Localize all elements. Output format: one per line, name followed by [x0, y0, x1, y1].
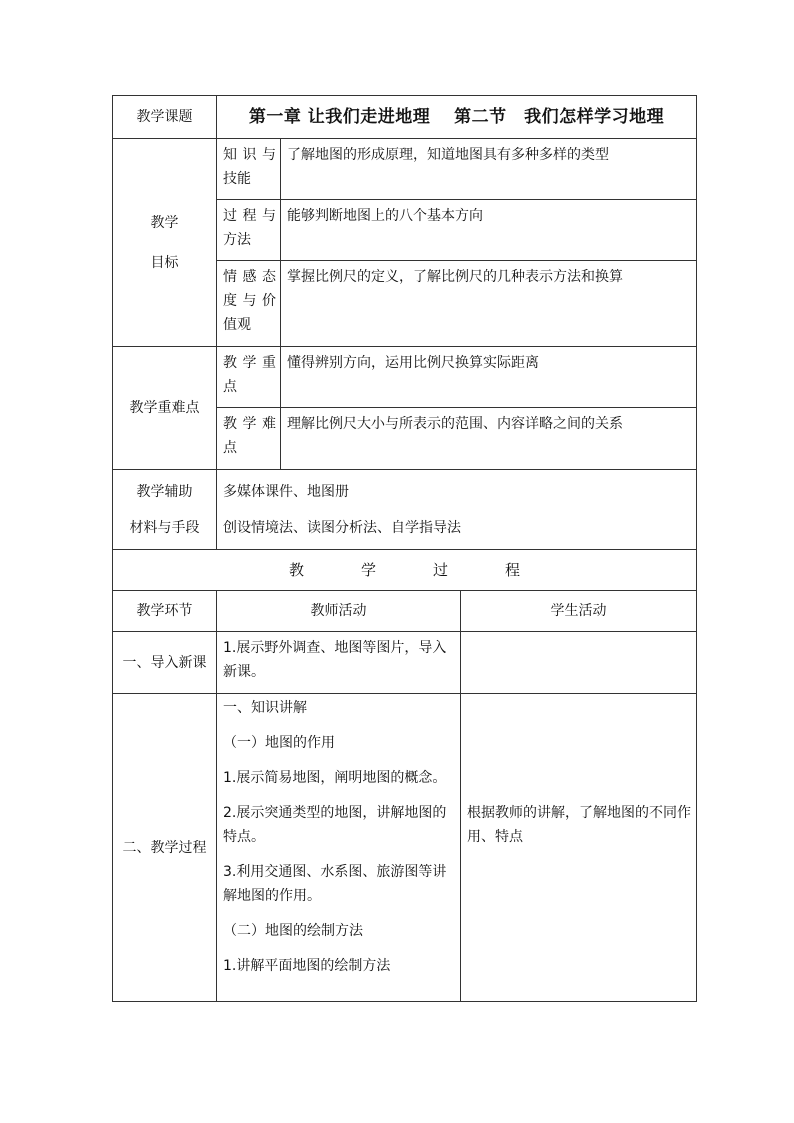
objective-key-line: 知识与 [223, 147, 276, 163]
process-row-intro [113, 632, 697, 694]
objective-key-line: 度与价 [223, 293, 276, 309]
process-row-main [113, 694, 697, 1002]
process-columns-row [113, 591, 697, 632]
stage-main: 二、教学过程 [113, 694, 217, 1002]
stage-intro: 一、导入新课 [113, 632, 217, 694]
process-heading-row [113, 550, 697, 591]
student-activity-main: 根据教师的讲解，了解地图的不同作用、特点 [461, 694, 697, 1002]
topic-label: 教学课题 [113, 96, 217, 139]
column-header-stage: 教学环节 [113, 591, 217, 632]
objective-key-line: 情感态 [223, 269, 276, 285]
keypoint-value: 理解比例尺大小与所表示的范围、内容详略之间的关系 [281, 408, 697, 470]
objective-key [217, 139, 281, 200]
objective-key-line: 技能 [223, 171, 251, 187]
process-heading-char: 教 [288, 561, 304, 579]
aids-value-line: 多媒体课件、地图册 [223, 483, 349, 500]
column-header-student: 学生活动 [461, 591, 697, 632]
objective-value: 掌握比例尺的定义，了解比例尺的几种表示方法和换算 [281, 261, 697, 347]
teacher-step: （一）地图的作用 [223, 735, 335, 751]
aids-value-line: 创设情境法、读图分析法、自学指导法 [223, 519, 461, 536]
keypoint-key-line: 教学难 [223, 416, 276, 432]
aids-value [217, 470, 697, 550]
aids-label [113, 470, 217, 550]
keypoint-row [113, 347, 697, 408]
aids-label-line: 材料与手段 [129, 519, 200, 536]
column-header-teacher: 教师活动 [217, 591, 461, 632]
aids-row [113, 470, 697, 550]
objective-value: 了解地图的形成原理，知道地图具有多种多样的类型 [281, 139, 697, 200]
keypoint-key-line: 点 [223, 440, 237, 456]
teacher-step: 1.讲解平面地图的绘制方法 [223, 958, 391, 974]
keypoint-key [217, 408, 281, 470]
objective-value: 能够判断地图上的八个基本方向 [281, 200, 697, 261]
objectives-label [113, 139, 217, 347]
teacher-activity-main [217, 694, 461, 1002]
keypoint-key-line: 点 [223, 379, 237, 395]
keypoint-value: 懂得辨别方向，运用比例尺换算实际距离 [281, 347, 697, 408]
process-heading-char: 学 [360, 561, 376, 579]
objective-row [113, 139, 697, 200]
lesson-plan-table [112, 95, 697, 1002]
teacher-step: 一、知识讲解 [223, 700, 307, 716]
process-heading [113, 550, 697, 591]
keypoint-key-line: 教学重 [223, 355, 276, 371]
keypoint-key [217, 347, 281, 408]
teacher-activity-intro: 1.展示野外调查、地图等图片，导入新课。 [217, 632, 461, 694]
objective-key-line: 过程与 [223, 208, 276, 224]
teacher-step: 1.展示简易地图，阐明地图的概念。 [223, 770, 447, 786]
objective-key [217, 261, 281, 347]
objective-key [217, 200, 281, 261]
objectives-label-line1: 教学 [150, 214, 179, 231]
objectives-label-line2: 目标 [150, 254, 179, 271]
teacher-step: 2.展示突通类型的地图，讲解地图的特点。 [223, 805, 447, 845]
teacher-step: （二）地图的绘制方法 [223, 923, 363, 939]
process-heading-char: 程 [504, 561, 520, 579]
topic-title: 第一章 让我们走进地理 第二节 我们怎样学习地理 [217, 96, 697, 139]
objective-key-line: 值观 [223, 317, 251, 333]
objective-key-line: 方法 [223, 232, 251, 248]
topic-row [113, 96, 697, 139]
student-activity-intro [461, 632, 697, 694]
teacher-step: 3.利用交通图、水系图、旅游图等讲解地图的作用。 [223, 864, 447, 904]
keypoints-label: 教学重难点 [113, 347, 217, 470]
aids-label-line: 教学辅助 [136, 483, 193, 500]
process-heading-char: 过 [432, 561, 448, 579]
